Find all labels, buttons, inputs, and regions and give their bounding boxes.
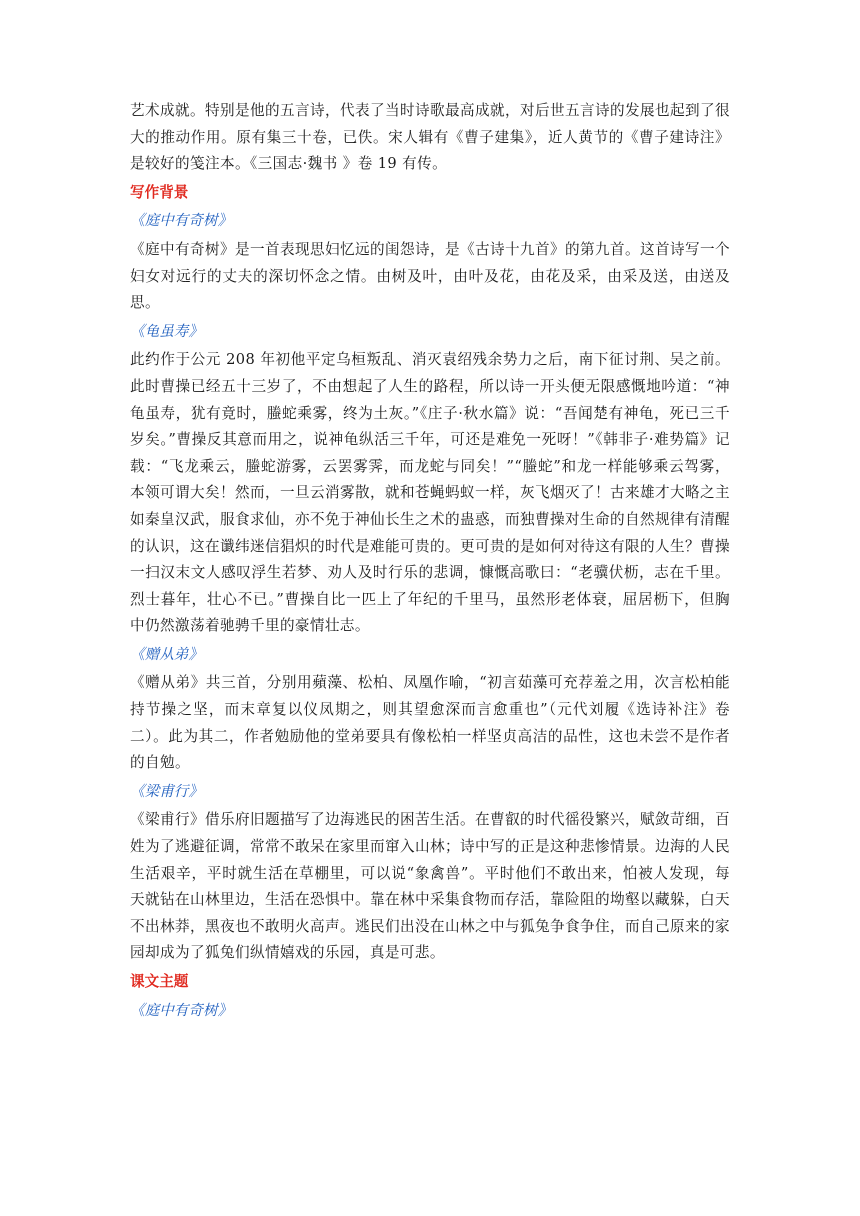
poem-title-liangfuxing: 《梁甫行》	[130, 782, 203, 800]
background-paragraph-zengcongdi: 《赠从弟》共三首，分别用蘋藻、松柏、凤凰作喻，“初言茹藻可充荐羞之用，次言松柏能持节操之坚，而末章复以仪凤期之，则其望愈深而言愈重也”（元代刘履《选诗补注》卷二）。此为其二，作者勉励他的堂弟要具有像松柏一样坚贞高洁的品性，这也未尝不是作者的自勉。	[130, 674, 730, 772]
poem-title-zengcongdi: 《赠从弟》	[130, 645, 203, 663]
theme-poem-title-tingzhongyouqishu: 《庭中有奇树》	[130, 1001, 233, 1019]
poem-title-guisuishou: 《龟虽寿》	[130, 322, 203, 340]
section-heading-theme: 课文主题	[130, 973, 189, 990]
document-page	[130, 98, 730, 1026]
intro-paragraph: 艺术成就。特别是他的五言诗，代表了当时诗歌最高成就，对后世五言诗的发展也起到了很大的推动作用。原有集三十卷，已佚。宋人辑有《曹子建集》，近人黄节的《曹子建诗注》是较好的笺注本。《三国志·魏书 》卷 19 有传。	[130, 102, 730, 173]
background-paragraph-tingzhongyouqishu: 《庭中有奇树》是一首表现思妇忆远的闺怨诗，是《古诗十九首》的第九首。这首诗写一个妇女对远行的丈夫的深切怀念之情。由树及叶，由叶及花，由花及采，由采及送，由送及思。	[130, 240, 730, 312]
poem-title-tingzhongyouqishu: 《庭中有奇树》	[130, 212, 233, 230]
section-heading-background: 写作背景	[130, 183, 189, 201]
background-paragraph-liangfuxing: 《梁甫行》借乐府旧题描写了边海逃民的困苦生活。在曹叡的时代徭役繁兴，赋敛苛细，百姓为了逃避征调，常常不敢呆在家里而窜入山林；诗中写的正是这种悲惨情景。边海的人民生活艰辛，平时就生活在草棚里，可以说“象禽兽”。平时他们不敢出来，怕被人发现，每天就钻在山林里边，生活在恐惧中。靠在林中采集食物而存活，靠险阻的坳壑以藏躲，白天不出林莽，黑夜也不敢明火高声。逃民们出没在山林之中与狐兔争食争住，而自己原来的家园却成为了狐兔们纵情嬉戏的乐园，真是可悲。	[130, 811, 730, 962]
background-paragraph-guisuishou: 此约作于公元 208 年初他平定乌桓叛乱、消灭袁绍残余势力之后，南下征讨荆、吴之前。此时曹操已经五十三岁了，不由想起了人生的路程，所以诗一开头便无限感慨地吟道：“神龟虽寿，犹有竟时，螣蛇乘雾，终为土灰。”《庄子·秋水篇》说：“吾闻楚有神龟，死已三千岁矣。”曹操反其意而用之，说神龟纵活三千年，可还是难免一死呀！”《韩非子·难势篇》记载：“飞龙乘云，螣蛇游雾，云罢雾霁，而龙蛇与同矣！”“螣蛇”和龙一样能够乘云驾雾，本领可谓大矣！然而，一旦云消雾散，就和苍蝇蚂蚁一样，灰飞烟灭了！古来雄才大略之主如秦皇汉武，服食求仙，亦不免于神仙长生之术的蛊惑，而独曹操对生命的自然规律有清醒的认识，这在谶纬迷信猖炽的时代是难能可贵的。更可贵的是如何对待这有限的人生？曹操一扫汉末文人感叹浮生若梦、劝人及时行乐的悲调，慷慨高歌曰：“老骥伏枥，志在千里。烈士暮年，壮心不已。”曹操自比一匹上了年纪的千里马，虽然形老体衰，屈居枥下，但胸中仍然激荡着驰骋千里的豪情壮志。	[130, 351, 730, 635]
